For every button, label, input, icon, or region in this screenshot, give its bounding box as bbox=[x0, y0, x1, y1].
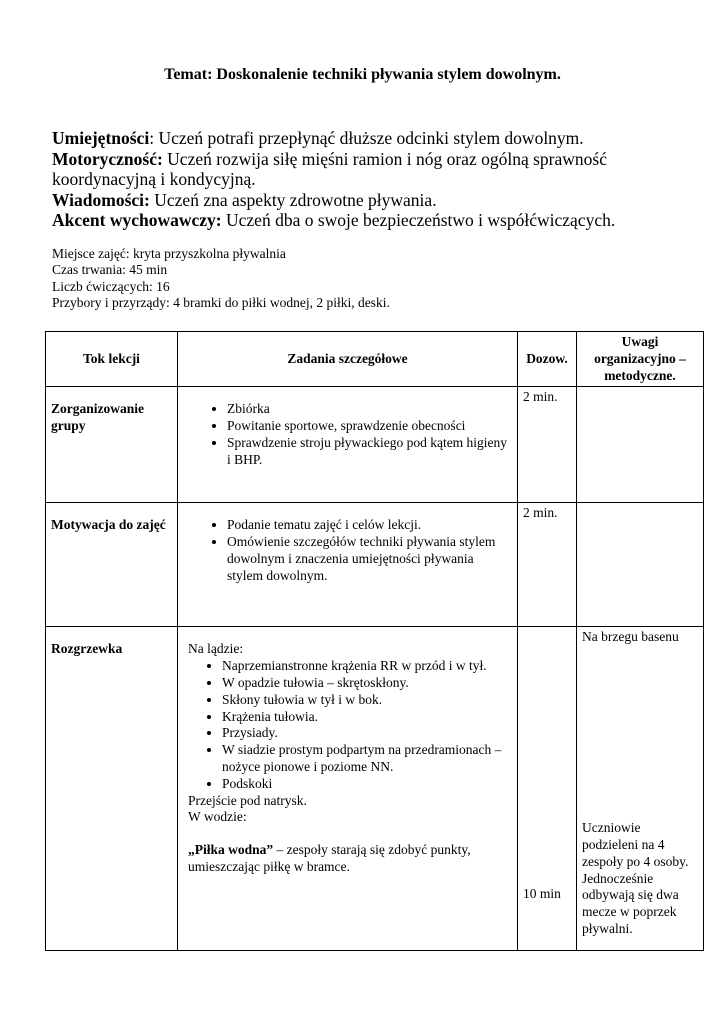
tasks-cell bbox=[178, 627, 518, 951]
info-equipment: Przybory i przyrządy: 4 bramki do piłki wodnej, 2 piłki, deski. bbox=[52, 295, 390, 311]
game-description bbox=[188, 842, 512, 876]
list-item: • Zbiórka bbox=[227, 401, 512, 418]
dose-cell: 2 min. bbox=[518, 503, 577, 627]
notes-cell bbox=[577, 627, 704, 951]
stage-cell: Zorganizowanie grupy bbox=[46, 387, 178, 503]
info-duration: Czas trwania: 45 min bbox=[52, 262, 168, 278]
dose-cell: 2 min. bbox=[518, 387, 577, 503]
list-item: • W siadzie prostym podpartym na przedramionach – nożyce pionowe i poziome NN. bbox=[222, 742, 512, 776]
table-row bbox=[46, 387, 704, 503]
header-tasks: Zadania szczegółowe bbox=[178, 332, 518, 387]
header-notes: Uwagi organizacyjno – metodyczne. bbox=[577, 332, 704, 387]
list-item: • Skłony tułowia w tył i w bok. bbox=[222, 692, 512, 709]
objective-motor: Motoryczność: Uczeń rozwija siłę mięśni ramion i nóg oraz ogólną sprawność koordynacyjną i kondycyjną. bbox=[52, 148, 607, 189]
table-header-row bbox=[46, 332, 704, 387]
list-item: • Podskoki bbox=[222, 776, 512, 793]
stage-cell: Rozgrzewka bbox=[46, 627, 178, 951]
list-item: • Powitanie sportowe, sprawdzenie obecności bbox=[227, 418, 512, 435]
objectives bbox=[52, 128, 692, 231]
table-row bbox=[46, 627, 704, 951]
dose-cell: 10 min bbox=[518, 627, 577, 951]
lesson-table bbox=[45, 331, 704, 951]
list-item: • Przysiady. bbox=[222, 725, 512, 742]
lesson-info bbox=[52, 246, 692, 312]
info-place: Miejsce zajęć: kryta przyszkolna pływalnia bbox=[52, 246, 286, 261]
list-item: • Omówienie szczegółów techniki pływania stylem dowolnym i znaczenia umiejętności pływania stylem dowolnym. bbox=[227, 534, 512, 584]
header-dose: Dozow. bbox=[518, 332, 577, 387]
objective-skills: Umiejętności: Uczeń potrafi przepłynąć dłuższe odcinki stylem dowolnym. bbox=[52, 128, 584, 148]
header-stage: Tok lekcji bbox=[46, 332, 178, 387]
stage-cell: Motywacja do zajęć bbox=[46, 503, 178, 627]
notes-cell bbox=[577, 503, 704, 627]
objective-education: Akcent wychowawczy: Uczeń dba o swoje bezpieczeństwo i współćwiczących. bbox=[52, 210, 616, 230]
shower-text: Przejście pod natrysk. bbox=[188, 792, 307, 808]
water-label: W wodzie: bbox=[188, 809, 247, 825]
objective-knowledge: Wiadomości: Uczeń zna aspekty zdrowotne pływania. bbox=[52, 189, 437, 210]
notes-top: Na brzegu basenu bbox=[582, 629, 679, 645]
list-item: • Podanie tematu zajęć i celów lekcji. bbox=[227, 517, 512, 534]
list-item: • Sprawdzenie stroju pływackiego pod kątem higieny i BHP. bbox=[227, 435, 512, 469]
tasks-cell bbox=[178, 503, 518, 627]
list-item: • Naprzemianstronne krążenia RR w przód i w tył. bbox=[222, 658, 512, 675]
game-text: – zespoły starają się zdobyć punkty, umieszczając piłkę w bramce. bbox=[188, 842, 471, 874]
list-item: • W opadzie tułowia – skrętoskłony. bbox=[222, 675, 512, 692]
lesson-title: Temat: Doskonalenie techniki pływania stylem dowolnym. bbox=[164, 66, 561, 83]
table-row bbox=[46, 503, 704, 627]
list-item: • Krążenia tułowia. bbox=[222, 709, 512, 726]
info-participants: Liczb ćwiczących: 16 bbox=[52, 278, 170, 294]
notes-bottom: Uczniowie podzieleni na 4 zespoły po 4 osoby. Jednocześnie odbywają się dwa mecze w poprzek pływalni. bbox=[582, 820, 689, 936]
game-title: „Piłka wodna” bbox=[188, 842, 274, 858]
land-label: Na lądzie: bbox=[188, 641, 244, 657]
tasks-cell bbox=[178, 387, 518, 503]
notes-cell bbox=[577, 387, 704, 503]
